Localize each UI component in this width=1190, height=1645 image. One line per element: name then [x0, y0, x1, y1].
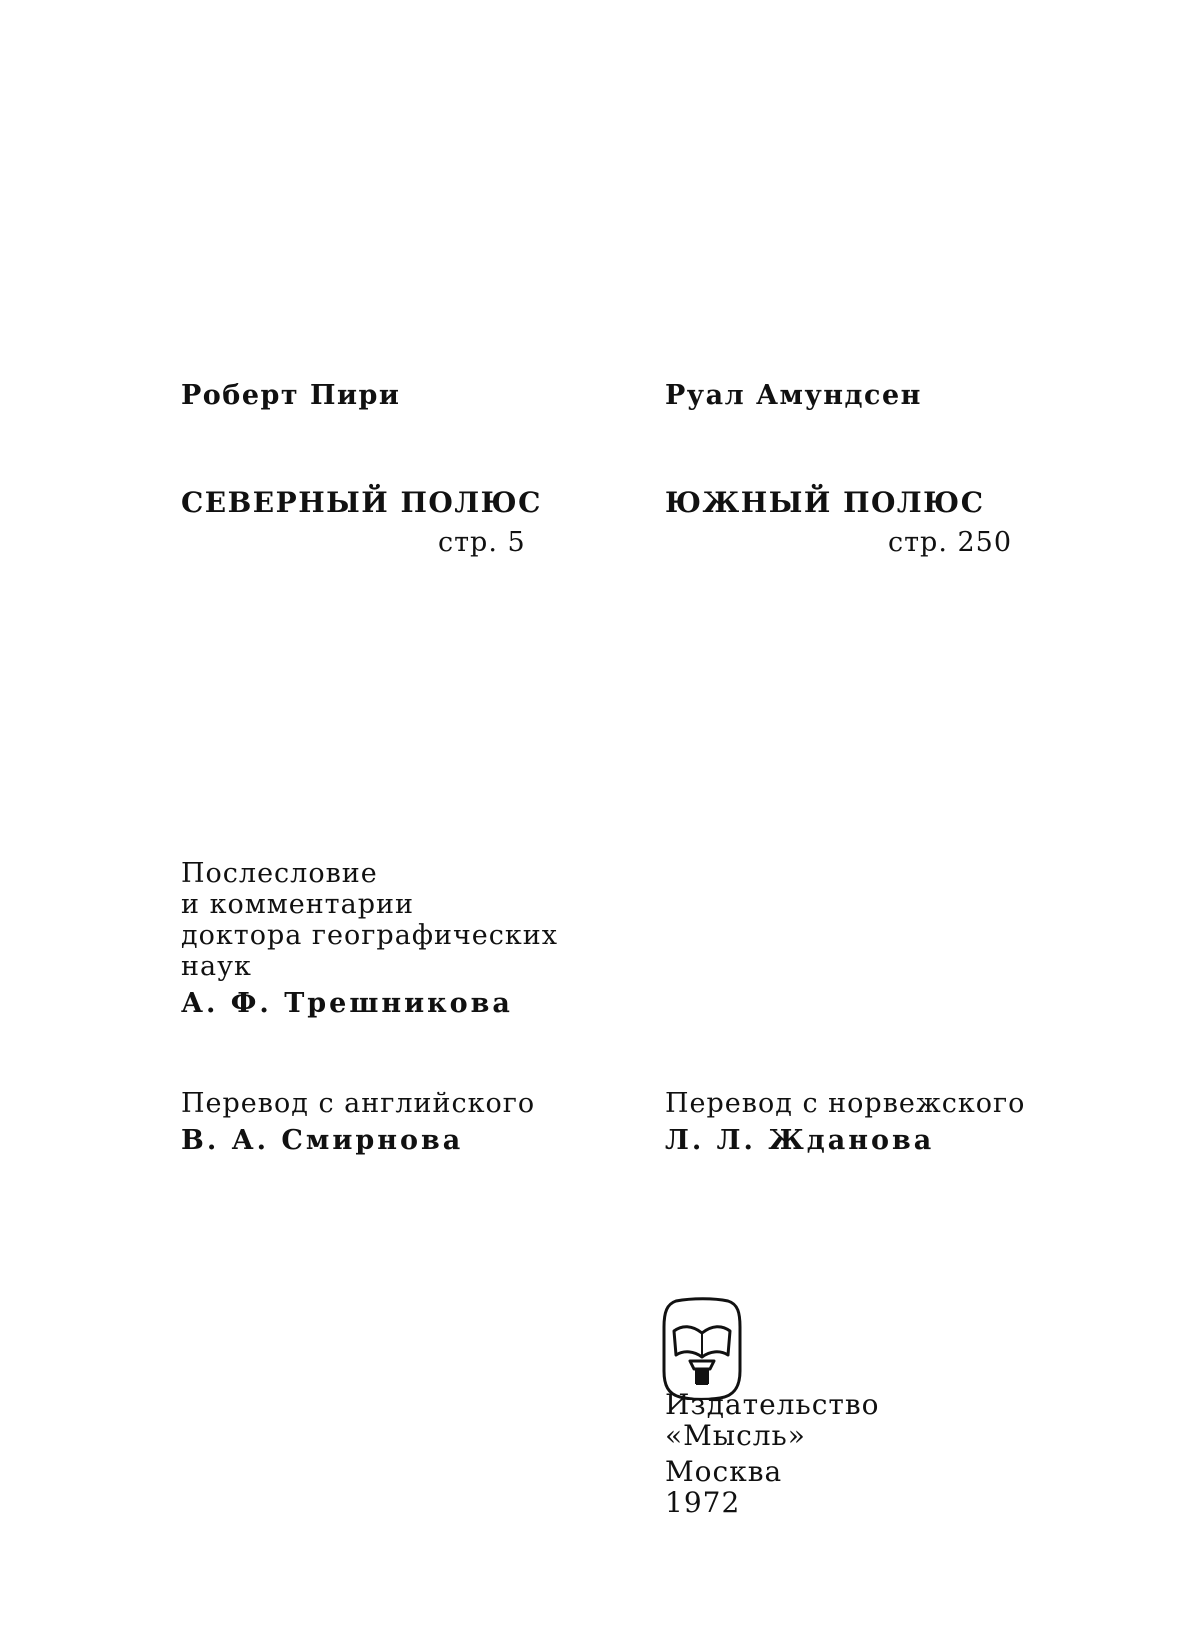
right-translator-name: Л. Л. Жданова [665, 1125, 935, 1156]
publisher-name-line-1: Издательство [665, 1388, 880, 1421]
right-translation-label: Перевод с норвежского [665, 1088, 1026, 1119]
left-page-ref: стр. 5 [438, 527, 526, 558]
right-page-ref: стр. 250 [888, 527, 1013, 558]
publisher-logo-icon [662, 1297, 742, 1400]
afterword-block [181, 858, 558, 1019]
afterword-line-4: наук [181, 951, 252, 982]
publisher-block [665, 1389, 880, 1518]
left-translation-label: Перевод с английского [181, 1088, 536, 1119]
afterword-line-3: доктора географических [181, 920, 558, 951]
afterword-line-1: Послесловие [181, 858, 378, 889]
publisher-city: Москва [665, 1455, 783, 1488]
right-title: ЮЖНЫЙ ПОЛЮС [665, 486, 985, 519]
left-author: Роберт Пири [181, 380, 401, 411]
left-translator-name: В. А. Смирнова [181, 1125, 464, 1156]
left-title: СЕВЕРНЫЙ ПОЛЮС [181, 486, 542, 519]
publisher-year: 1972 [665, 1486, 741, 1519]
right-author: Руал Амундсен [665, 380, 922, 411]
publisher-name-line-2: «Мысль» [665, 1419, 806, 1452]
afterword-line-2: и комментарии [181, 889, 414, 920]
afterword-author-name: А. Ф. Трешникова [181, 988, 513, 1019]
